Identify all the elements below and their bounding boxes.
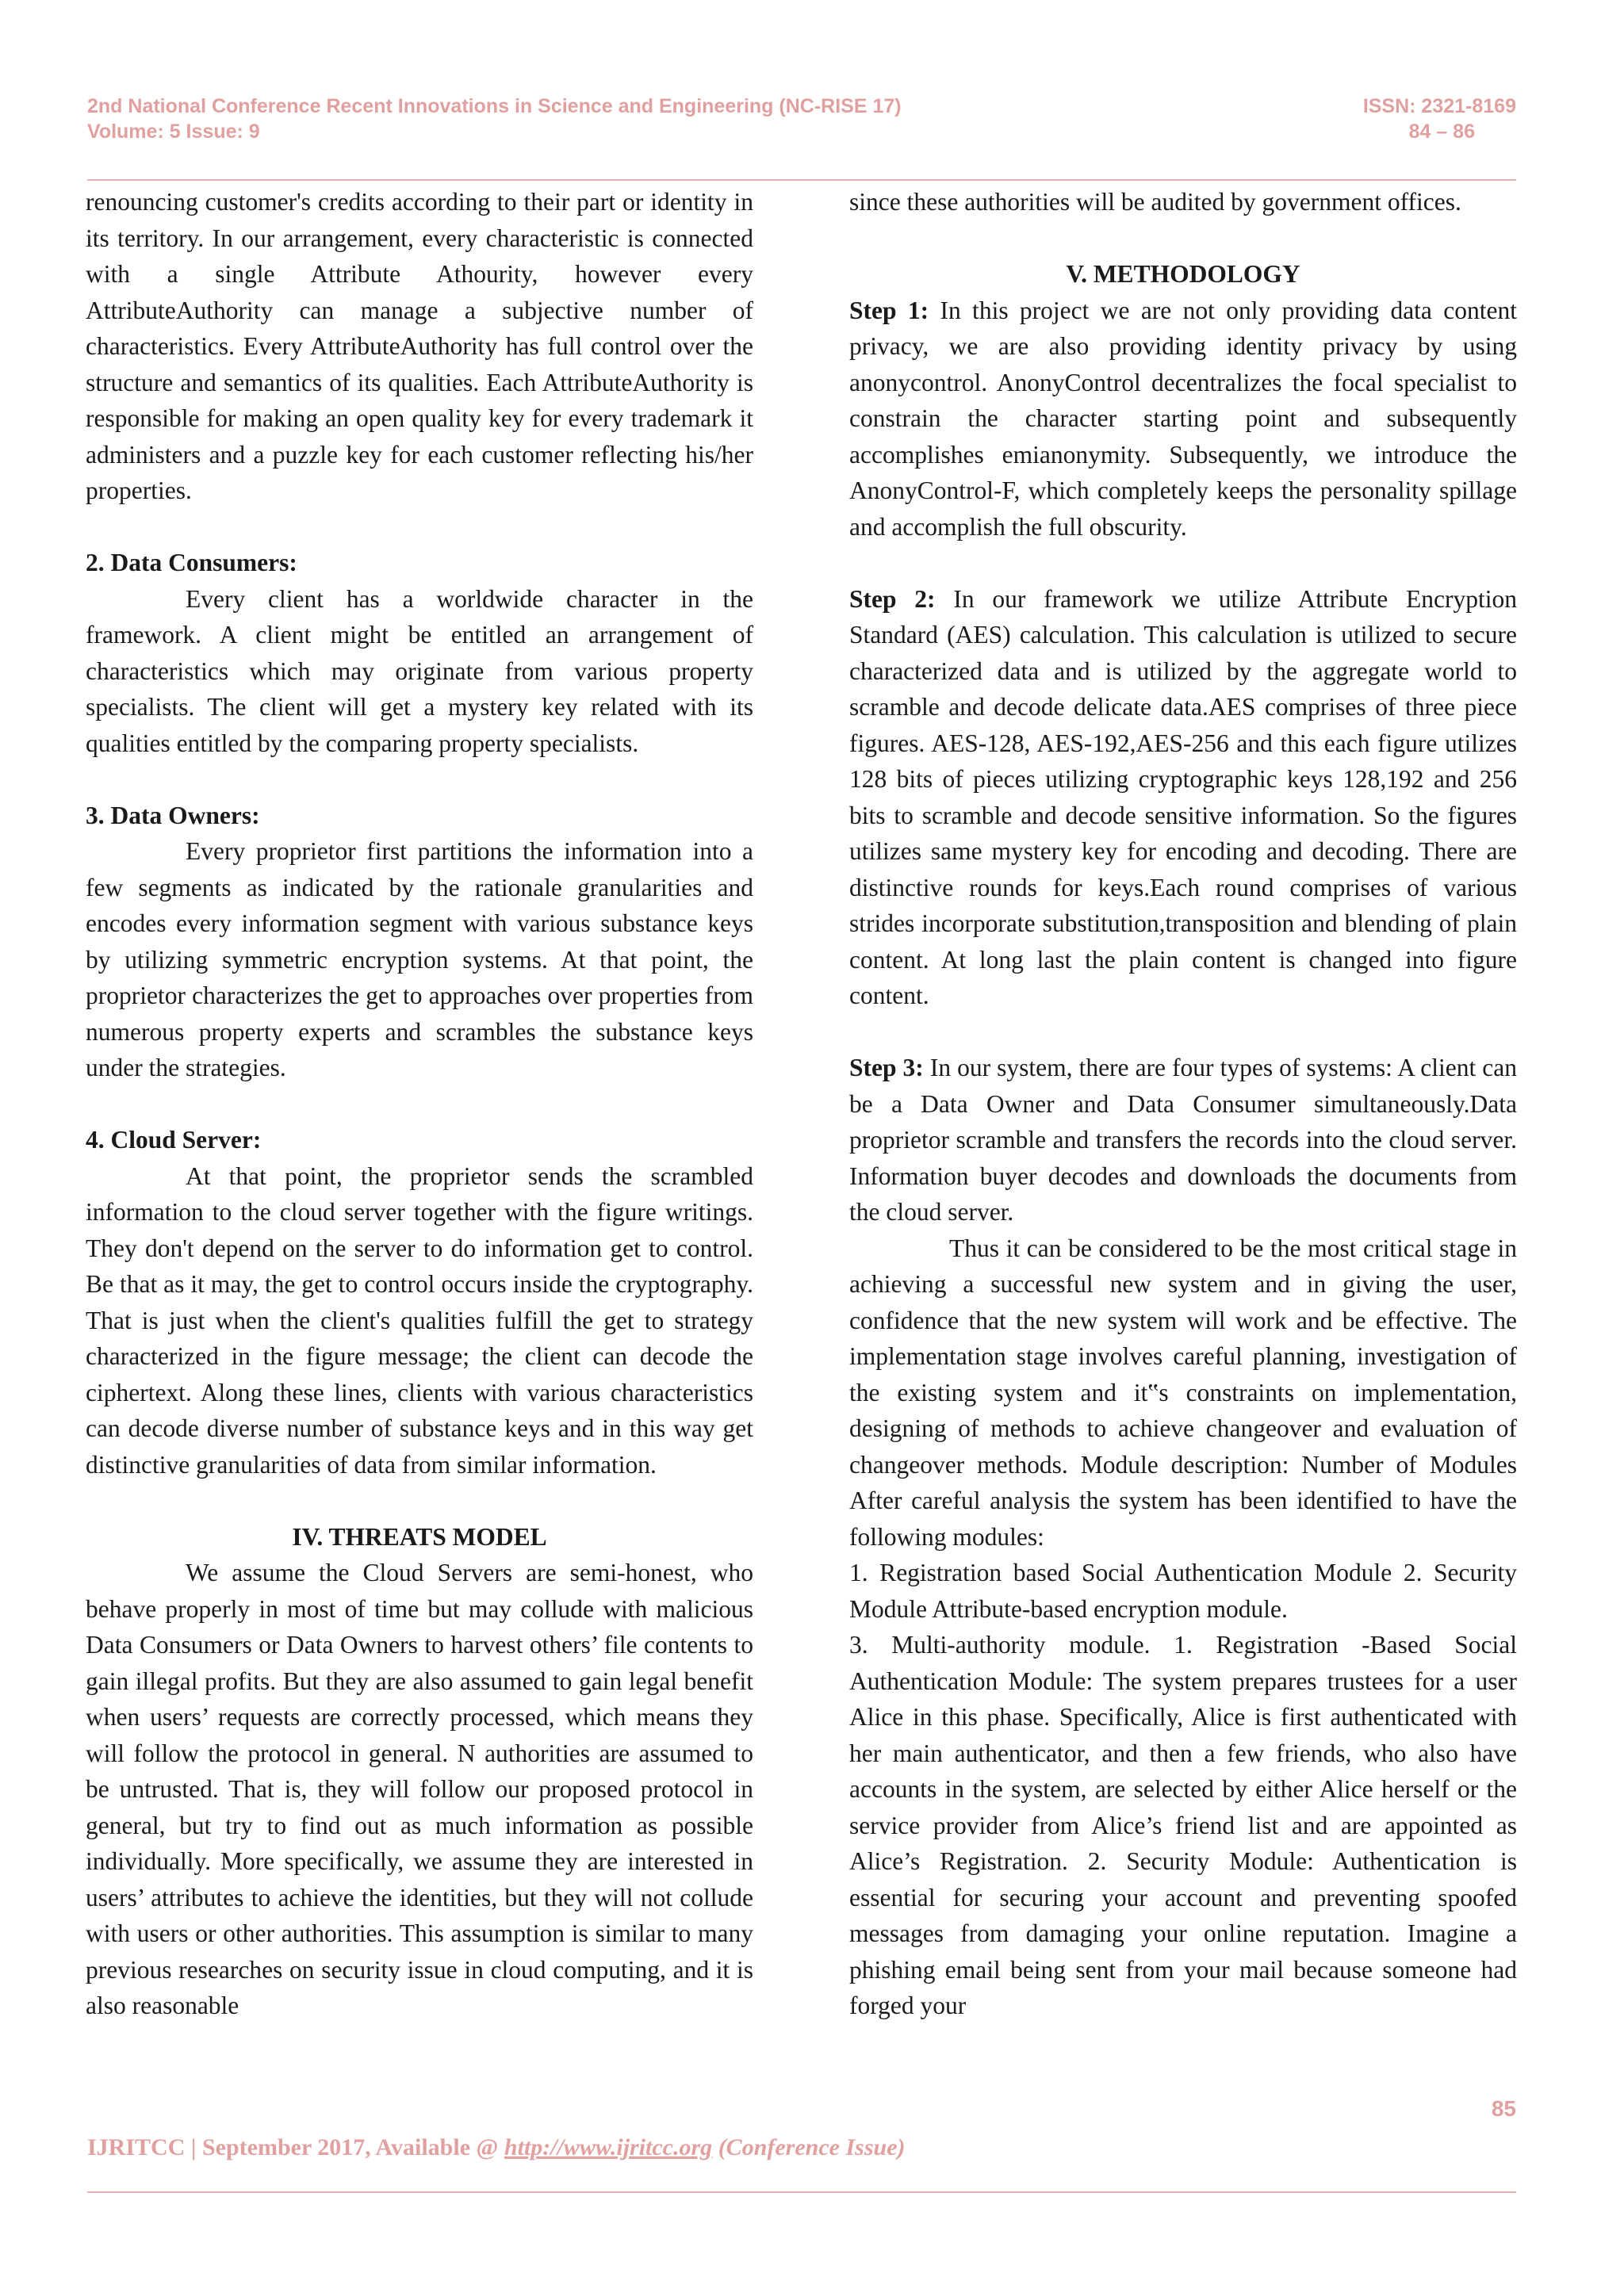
step-3-text: In our system, there are four types of systems: A client can be a Data Owner and Data Consumer simultaneously.Data proprietor scramble and transfers the records into the cloud server. Information buyer decodes and downloads the documents from the cloud server. [849,1054,1518,1226]
spacer [849,220,1517,257]
issn: ISSN: 2321-8169 [1362,95,1516,117]
step-2-paragraph [849,581,1517,1014]
page-header [87,94,1516,157]
step-1-paragraph [849,293,1517,545]
data-owners-heading: 3. Data Owners: [86,801,260,829]
data-consumers-heading: 2. Data Consumers: [86,549,297,576]
left-column [86,184,753,2024]
right-column [849,184,1517,2024]
threats-model-heading: IV. THREATS MODEL [292,1522,547,1551]
step-1-label: Step 1: [849,296,929,324]
continuation-paragraph: since these authorities will be audited by government offices. [849,188,1461,216]
implementation-paragraph: Thus it can be considered to be the most critical stage in achieving a successful new system and in giving the user, confidence that the new system will work and be effective. The implementation stage involves careful planning, investigation of the existing system and it‟s constraints on implementation, designing of methods to achieve changeover and evaluation of changeover methods. Module description: Number of Modules After careful analysis the system has been identified to have the following modules: [849,1234,1517,1551]
spacer [86,509,753,545]
modules-list-1: 1. Registration based Social Authentication Module 2. Security Module Attribute-based encryption module. [849,1559,1517,1623]
step-2-label: Step 2: [849,584,936,613]
data-consumers-body: Every client has a worldwide character in the framework. A client might be entitled an arrangement of characteristics which may originate from various property specialists. The client will get a mystery key related with its qualities entitled by the comparing property specialists. [86,584,753,757]
step-3-paragraph [849,1050,1517,1230]
step-2-text: In our framework we utilize Attribute Encryption Standard (AES) calculation. This calculation is utilized to secure characterized data and is utilized by the aggregate world to scramble and decode delicate data.AES comprises of three piece figures. AES-128, AES-192,AES-256 and this each figure utilizes 128 bits of pieces utilizing cryptographic keys 128,192 and 256 bits to scramble and decode sensitive information. So the figures utilizes same mystery key for encoding and decoding. There are distinctive rounds for keys.Each round comprises of various strides incorporate substitution,transposition and blending of plain content. At long last the plain content is changed into figure content. [849,584,1517,1009]
header-right [1363,94,1516,144]
spacer [849,545,1517,581]
header-divider [87,179,1516,181]
step-1-text: In this project we are not only providing data content privacy, we are also providing identity privacy by using anonycontrol. AnonyControl decentralizes the focal specialist to constrain the character starting point and subsequently accomplishes emianonymity. Subsequently, we introduce the AnonyControl-F, which completely keeps the personality spillage and accomplish the full obscurity. [849,296,1517,541]
cloud-server-body: At that point, the proprietor sends the scrambled information to the cloud server together with the figure writings. They don't depend on the server to do information get to control. Be that as it may, the get to control occurs inside the cryptography. That is just when the client's qualities fulfill the get to strategy characterized in the figure message; the client can decode the ciphertext. Along these lines, clients with various characteristics can decode diverse number of substance keys and in this way get distinctive granularities of data from similar information. [86,1161,753,1479]
spacer [86,761,753,798]
page-range: 84 – 86 [1408,121,1475,143]
footer-suffix: (Conference Issue) [712,2134,906,2160]
methodology-heading: V. METHODOLOGY [1066,260,1300,288]
spacer [86,1086,753,1123]
conference-title: 2nd National Conference Recent Innovations in Science and Engineering (NC-RISE 17) [87,95,902,117]
page-footer [87,2134,906,2161]
modules-list-2: 3. Multi-authority module. 1. Registration -Based Social Authentication Module: The system prepares trustees for a user Alice in this phase. Specifically, Alice is first authenticated with her main authenticator, and then a few friends, who also have accounts in the system, are selected by either Alice herself or the service provider from Alice’s friend list and are appointed as Alice’s Registration. 2. Security Module: Authentication is essential for securing your account and preventing spoofed messages from damaging your online reputation. Imagine a phishing email being sent from your mail because someone had forged your [849,1631,1517,2019]
volume-issue: Volume: 5 Issue: 9 [87,121,260,143]
intro-paragraph: renouncing customer's credits according to their part or identity in its territory. In our arrangement, every characteristic is connected with a single Attribute Athourity, however every AttributeAuthority can manage a subjective number of characteristics. Every AttributeAuthority has full control over the structure and semantics of its qualities. Each AttributeAuthority is responsible for making an open quality key for every trademark it administers and a puzzle key for each customer reflecting his/her properties. [86,188,753,504]
step-3-label: Step 3: [849,1054,924,1081]
spacer [86,1483,753,1519]
threats-model-body: We assume the Cloud Servers are semi-honest, who behave properly in most of time but may collude with malicious Data Consumers or Data Owners to harvest others’ file contents to gain illegal profits. But they are also assumed to gain legal benefit when users’ requests are correctly processed, which means they will follow the protocol in general. N authorities are assumed to be untrusted. That is, they will follow our proposed protocol in general, but try to find out as much information as possible individually. More specifically, we assume they are interested in users’ attributes to achieve the identities, but they will not collude with users or other authorities. This assumption is similar to many previous researches on security issue in cloud computing, and it is also reasonable [86,1559,753,2019]
data-owners-body: Every proprietor first partitions the information into a few segments as indicated by the rationale granularities and encodes every information segment with various substance keys by utilizing symmetric encryption systems. At that point, the proprietor characterizes the get to approaches over properties from numerous property experts and scrambles the substance keys under the strategies. [86,837,753,1081]
spacer [849,1014,1517,1050]
footer-prefix: IJRITCC | September 2017, Available @ [87,2134,504,2160]
header-left [87,94,902,144]
footer-divider [87,2191,1516,2193]
cloud-server-heading: 4. Cloud Server: [86,1126,262,1154]
page-number: 85 [1491,2096,1516,2121]
journal-link[interactable]: http://www.ijritcc.org [504,2134,713,2160]
